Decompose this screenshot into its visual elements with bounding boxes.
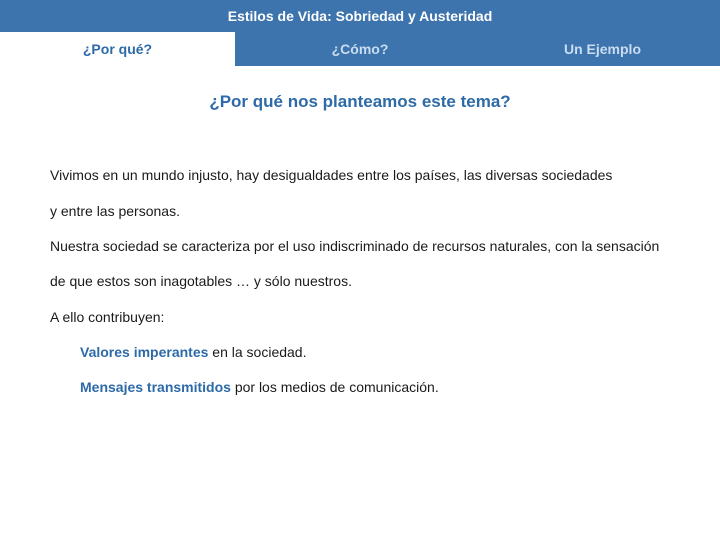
title-bar [0,0,720,32]
tab-un-ejemplo[interactable]: Un Ejemplo [563,41,641,57]
body-line: Nuestra sociedad se caracteriza por el uso indiscriminado de recursos naturales, con la sensación [50,238,660,254]
presentation-title: Estilos de Vida: Sobriedad y Austeridad [227,8,493,24]
section-heading: ¿Por qué nos planteamos este tema? [209,92,511,111]
tab-bar [0,32,720,66]
contributor-item [80,379,439,395]
body-line: de que estos son inagotables … y sólo nuestros. [50,273,352,289]
body-line: A ello contribuyen: [50,309,165,325]
contributor-highlight: Valores imperantes [80,344,209,360]
contributor-text: en la sociedad. [208,344,307,360]
contributor-item [80,344,306,360]
contributor-text: por los medios de comunicación. [230,379,439,395]
tab-por-que[interactable]: ¿Por qué? [0,32,235,66]
body-line: y entre las personas. [50,203,180,219]
body-line: Vivimos en un mundo injusto, hay desigualdades entre los países, las diversas sociedades [50,167,613,183]
contributor-highlight: Mensajes transmitidos [80,379,231,395]
tab-como[interactable]: ¿Cómo? [331,41,389,57]
